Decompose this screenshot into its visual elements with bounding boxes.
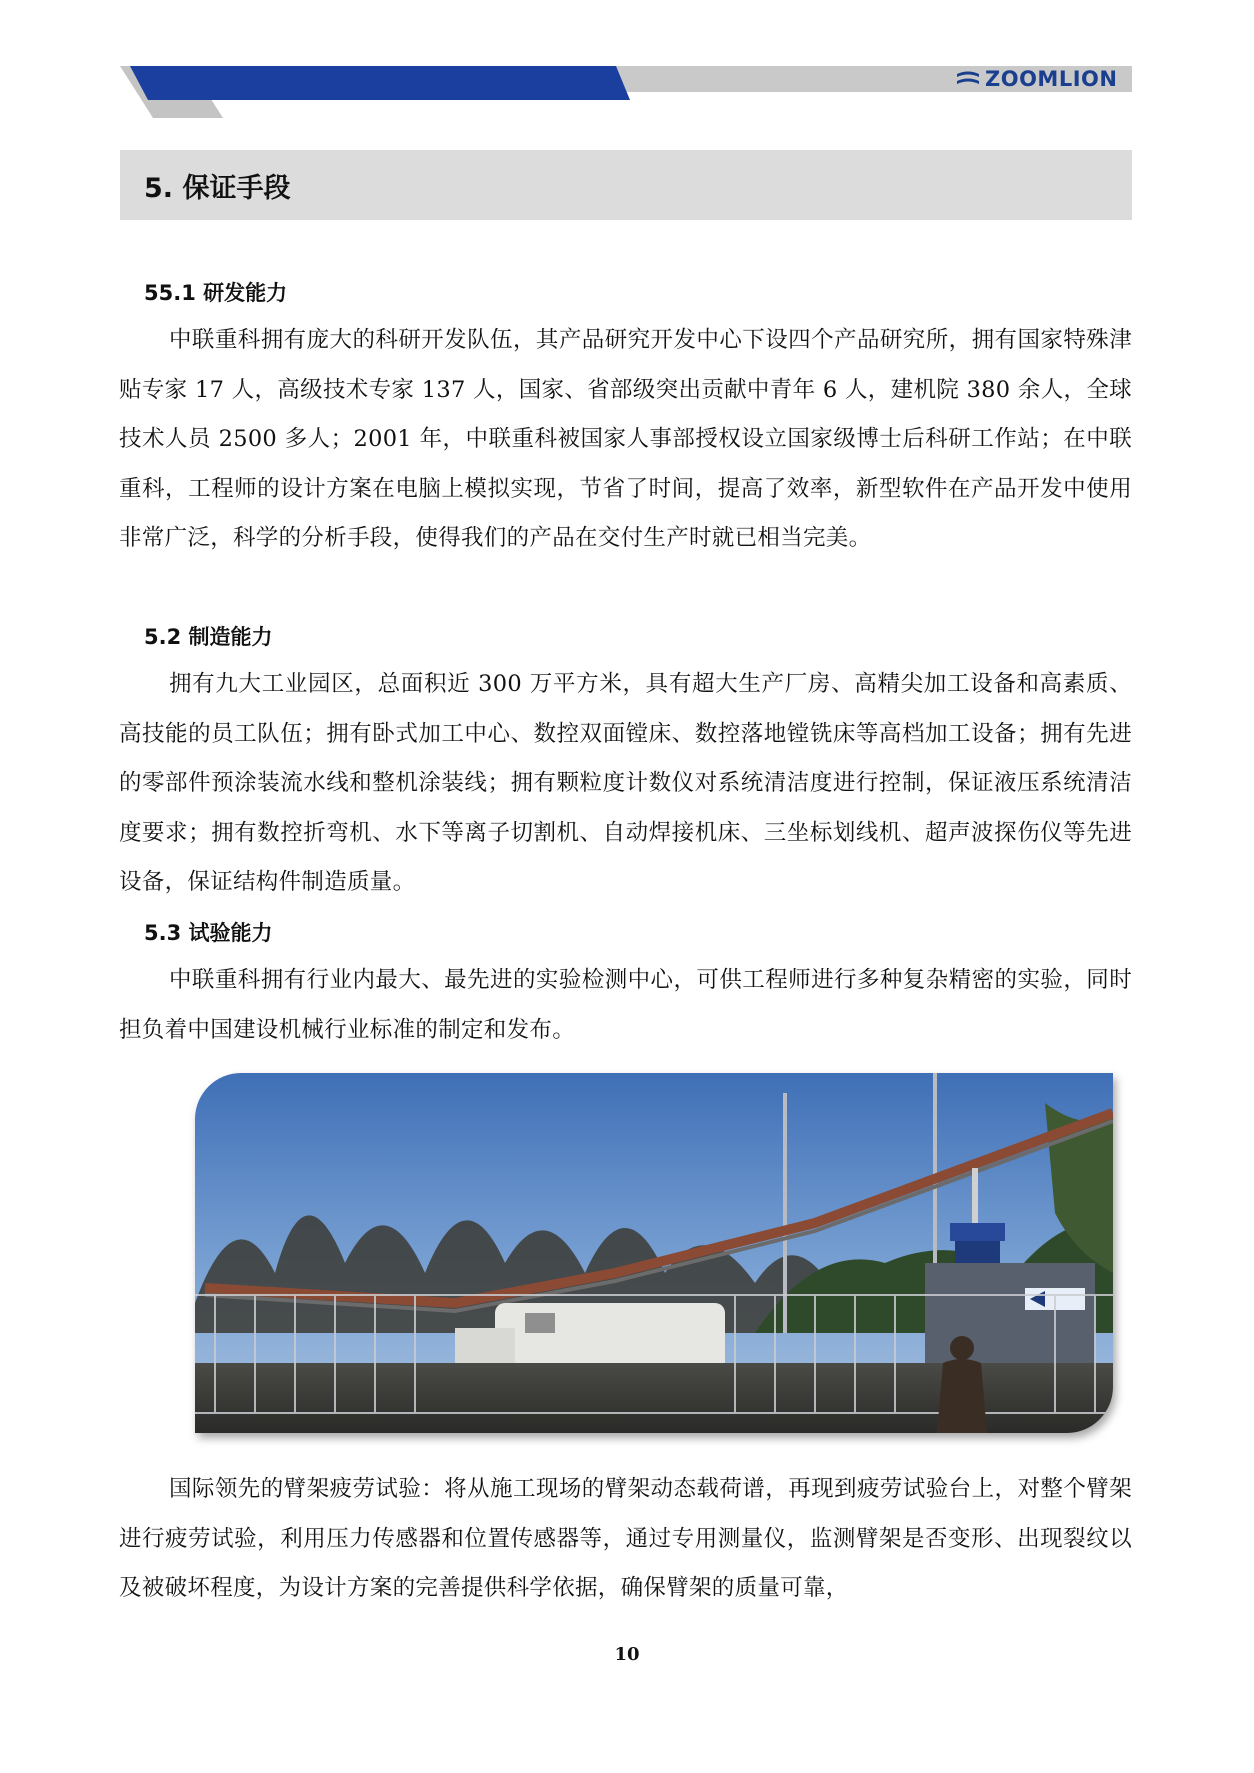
zoomlion-logo — [955, 66, 1117, 92]
photo-illustration — [195, 1073, 1113, 1433]
paragraph-manufacturing: 拥有九大工业园区，总面积近 300 万平方米，具有超大生产厂房、高精尖加工设备和高素质、高技能的员工队伍；拥有卧式加工中心、数控双面镗床、数控落地镗铣床等高档加工设备；拥有先进的零部件预涂装流水线和整机涂装线；拥有颗粒度计数仪对系统清洁度进行控制，保证液压系统清洁度要求；拥有数控折弯机、水下等离子切割机、自动焊接机床、三坐标划线机、超声波探伤仪等先进设备，保证结构件制造质量。 — [119, 671, 1132, 895]
subsection-heading-rd: 55.1 研发能力 — [144, 281, 288, 305]
boom-fatigue-test-photo — [195, 1073, 1113, 1433]
subsection-heading-testing: 5.3 试验能力 — [144, 921, 273, 945]
subsection-heading-manufacturing: 5.2 制造能力 — [144, 625, 273, 649]
section-bar — [120, 150, 1132, 220]
header-blue-band — [130, 66, 630, 100]
section-title: 5. 保证手段 — [144, 172, 291, 204]
header-band — [0, 0, 1254, 120]
paragraph-boom-fatigue-test: 国际领先的臂架疲劳试验：将从施工现场的臂架动态载荷谱，再现到疲劳试验台上，对整个臂架进行疲劳试验，利用压力传感器和位置传感器等，通过专用测量仪，监测臂架是否变形、出现裂纹以及被破坏程度，为设计方案的完善提供科学依据，确保臂架的质量可靠， — [119, 1476, 1132, 1601]
paragraph-testing: 中联重科拥有行业内最大、最先进的实验检测中心，可供工程师进行多种复杂精密的实验，同时担负着中国建设机械行业标准的制定和发布。 — [119, 967, 1132, 1043]
paragraph-rd: 中联重科拥有庞大的科研开发队伍，其产品研究开发中心下设四个产品研究所，拥有国家特殊津贴专家 17 人，高级技术专家 137 人，国家、省部级突出贡献中青年 6 人，建机院 380 余人，全球技术人员 2500 多人；2001 年，中联重科被国家人事部授权设立国家级博士后科研工作站；在中联重科，工程师的设计方案在电脑上模拟实现，节省了时间，提高了效率，新型软件在产品开发中使用非常广泛，科学的分析手段，使得我们的产品在交付生产时就已相当完美。 — [119, 327, 1132, 551]
page-number: 10 — [614, 1644, 640, 1665]
logo-text: ZOOMLION — [985, 67, 1118, 91]
logo-mark-icon — [955, 70, 981, 88]
